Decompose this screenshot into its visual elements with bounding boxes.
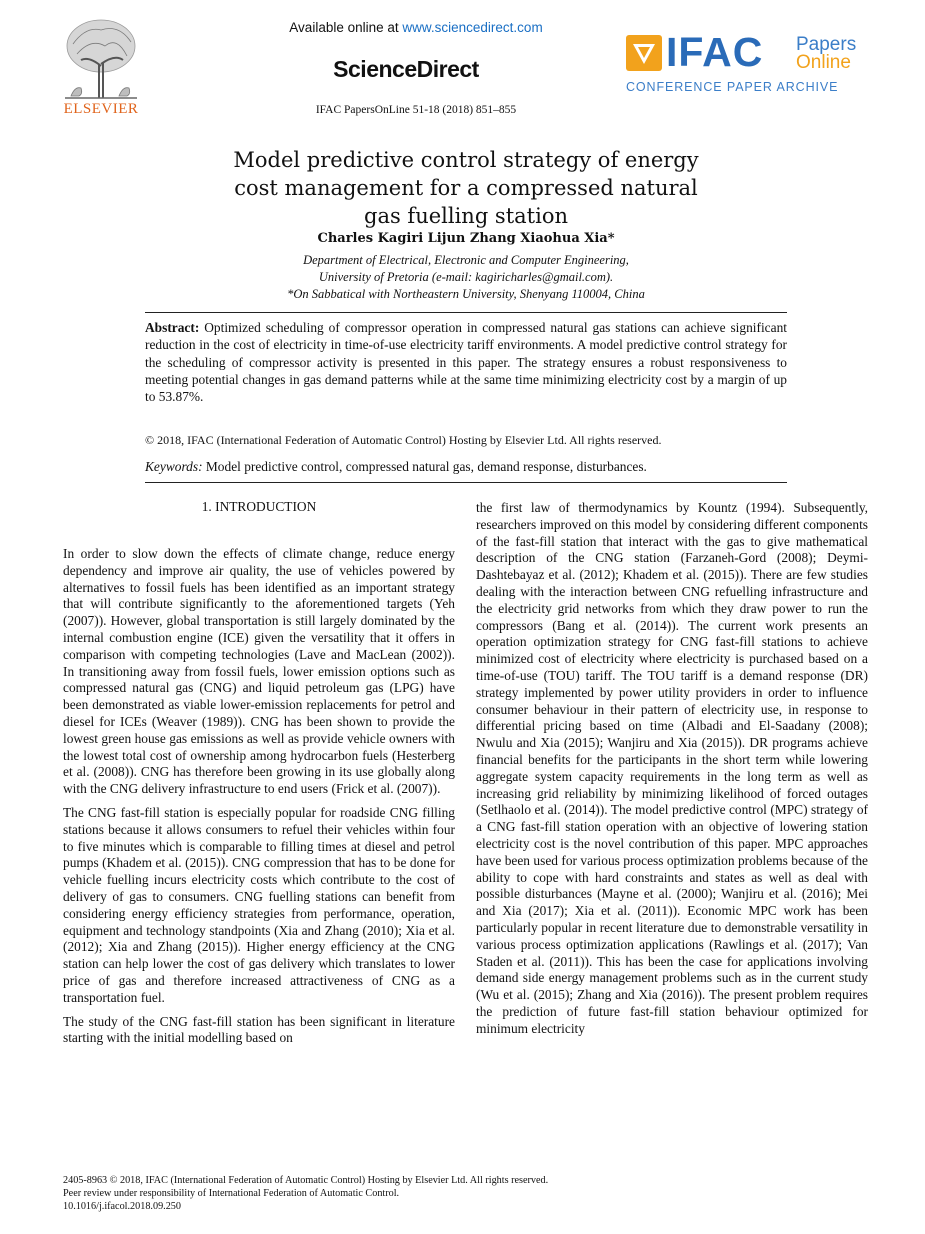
ifac-archive-tagline: CONFERENCE PAPER ARCHIVE	[626, 80, 839, 94]
paragraph: the first law of thermodynamics by Kountz (1994). Subsequently, researchers improved on this model by considering different components of the fast-fill station that interact with the gas to give mathematical description of the CNG station (Farzaneh-Gord (2008); Deymi-Dashtebayaz et al. (2012); Khadem et al. (2015)). There are few studies dealing with the interaction between CNG refuelling infrastructure and the electricity grid networks from which they draw power to run the compressors (Bang et al. (2014)). The current work presents an operation optimization strategy for CNG fast-fill stations to achieve minimized cost of electricity where electricity is purchased based on a time-of-use (TOU) tariff. The TOU tariff is a demand response (DR) strategy implemented by power utility providers in order to influence consumer behaviour in their pattern of electricity use, in response to differential pricing based on time (Albadi and El-Saadany (2008); Nwulu and Xia (2015); Wanjiru and Xia (2015)). DR programs achieve financial benefits for the participants in the short term while lowering aggregate system capacity requirements in the long term as well as increasing grid reliability by minimizing likelihood of forced outages (Setlhaolo et al. (2014)). The model predictive control (MPC) strategy of a CNG fast-fill station operation with an objective of lowering station electricity cost is the novel contribution of this paper. MPC approaches have been used for various process optimization problems because of the ability to cope with hard constraints and states as well as deal with possible disturbances (Mayne et al. (2000); Wanjiru et al. (2016); Mei and Xia (2017); Xia et al. (2011)). Economic MPC work has been particularly popular in recent literature due to demonstrable versatility in various process optimization applications (Rawlings et al. (2017); Van Staden et al. (2011)). This has been the case for applications involving demand side energy management problems such as in the current study (Wu et al. (2015); Zhang and Xia (2016)). The present problem requires the prediction of future fast-fill station behaviour optimized for minimum electricity	[476, 500, 868, 1036]
keywords-bottom-rule	[145, 482, 787, 483]
keywords-text: Model predictive control, compressed natural gas, demand response, disturbances.	[205, 459, 647, 474]
ifac-online-word: Online	[796, 52, 851, 73]
paragraph: In order to slow down the effects of climate change, reduce energy dependency and improve air quality, the use of vehicles powered by alternatives to fossil fuels has been identified as an important strategy that will contribute significantly to the aforementioned targets (Yeh (2007)). However, global transportation is still largely dominated by the internal combustion engine (ICE) given the versatility that it offers in comparison with competing technologies (Lave and MacLean (2002)). In transitioning away from fossil fuels, lower emission options such as compressed natural gas (CNG) and liquid petroleum gas (LPG) have been demonstrated as viable lower-emission replacements for petrol and diesel for ICEs (Weaver (1989)). CNG has been shown to provide the lowest green house gas emissions as well as provide vehicle owners with the lowest total cost of ownership among hydrocarbon fuels (Hesterberg et al. (2008)). CNG has therefore been growing in its use globally along with the CNG delivery infrastructure to end users (Frick et al. (2007)).	[63, 546, 455, 797]
left-column	[63, 546, 455, 1054]
sciencedirect-link[interactable]: www.sciencedirect.com	[402, 20, 543, 35]
paper-title: Model predictive control strategy of energy cost management for a compressed natural gas fuelling station	[233, 148, 699, 228]
keywords-label: Keywords:	[145, 459, 203, 474]
abstract	[145, 319, 787, 405]
paragraph: The CNG fast-fill station is especially popular for roadside CNG filling stations because it allows consumers to refuel their vehicles within four to five minutes which is comparable to filling times at diesel and petrol pumps (Khadem et al. (2015)). CNG compression that has to be done for vehicle fuelling incurs electricity costs which contribute to the cost of delivery of gas to consumers. CNG fuelling stations can benefit from considering energy efficiency strategies from performance, operation, equipment and technology standpoints (Xia and Zhang (2010); Xia et al. (2012); Xia and Zhang (2015)). Higher energy efficiency at the CNG station can help lower the cost of gas delivery which translates to lower price of gas and therefore increased attractiveness of CNG as a transportation fuel.	[63, 804, 455, 1005]
ifac-papersonline-logo	[626, 29, 871, 99]
affiliations: Department of Electrical, Electronic and Computer Engineering, University of Pretoria (e-mail: kagiricharles@gmail.com). *On Sabbatical with Northeastern University, Shenyang 110004, China	[287, 253, 645, 301]
keywords	[145, 459, 795, 475]
author-list: Charles Kagiri Lijun Zhang Xiaohua Xia*	[317, 231, 615, 246]
journal-citation: IFAC PapersOnLine 51-18 (2018) 851–855	[315, 104, 517, 116]
ifac-word: IFAC	[666, 29, 764, 75]
ifac-emblem-icon	[626, 35, 662, 71]
abstract-text: Optimized scheduling of compressor operation in compressed natural gas stations can achieve significant reduction in the cost of electricity in time-of-use electricity tariff environments. A model predictive control strategy for the scheduling of compressor activity is presented in this paper. The strategy ensures a robust responsiveness to meeting potential changes in gas demand patterns while at the same time minimizing electricity cost by a margin of up to 53.87%.	[145, 320, 787, 405]
doi[interactable]: 10.1016/j.ifacol.2018.09.250	[63, 1201, 181, 1213]
elsevier-wordmark: ELSEVIER	[63, 101, 139, 117]
abstract-label: Abstract:	[145, 320, 200, 335]
section-heading-introduction: 1. INTRODUCTION	[201, 499, 317, 514]
paragraph: The study of the CNG fast-fill station has been significant in literature starting with the initial modelling based on	[63, 1013, 455, 1046]
ifac-papers-word: Papers	[796, 34, 857, 55]
availability-line: Available online at www.sciencedirect.com	[289, 20, 543, 35]
footer-notice: 2405-8963 © 2018, IFAC (International Federation of Automatic Control) Hosting by Elsevier Ltd. All rights reserved. Peer review under responsibility of International Federation of Automatic Control. 10.1016/j.ifacol.2018.09.250	[63, 1175, 549, 1213]
copyright-notice: © 2018, IFAC (International Federation of Automatic Control) Hosting by Elsevier Ltd. All rights reserved.	[145, 433, 662, 447]
right-column	[476, 500, 868, 1045]
sciencedirect-wordmark: ScienceDirect	[333, 56, 479, 82]
abstract-top-rule	[145, 312, 787, 313]
